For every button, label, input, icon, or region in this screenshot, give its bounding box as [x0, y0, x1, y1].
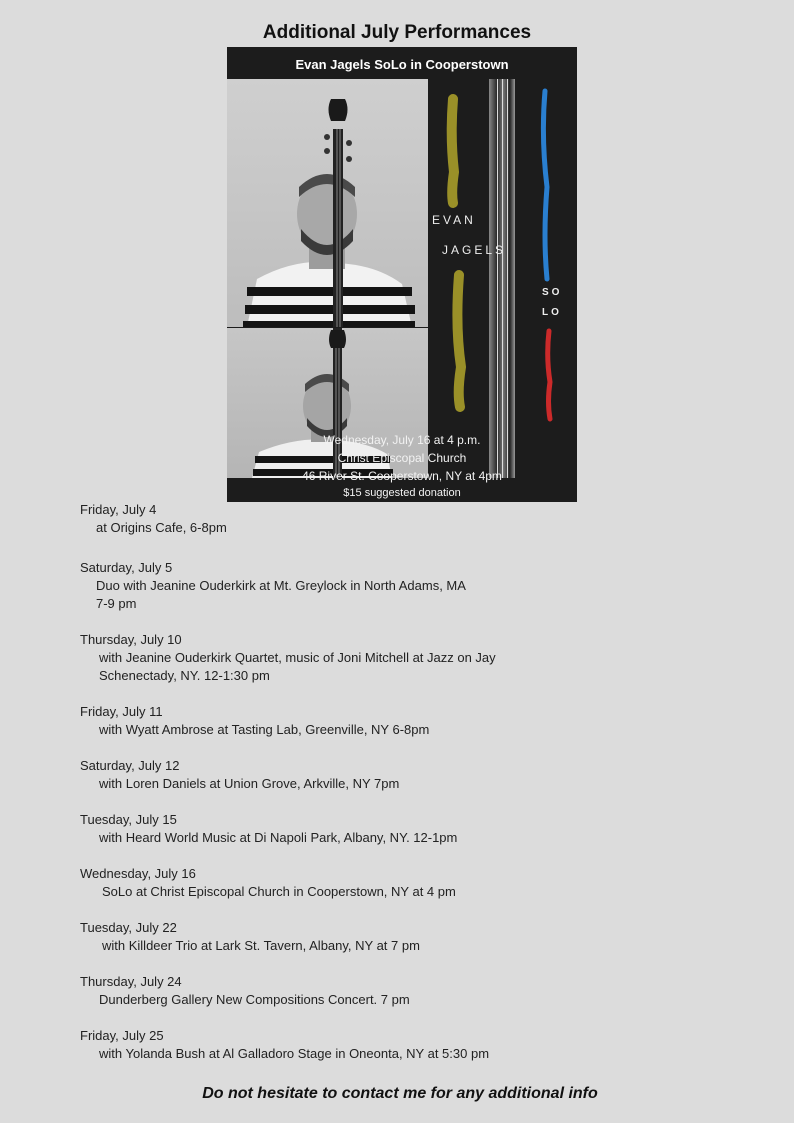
event-item [80, 865, 456, 901]
poster-info-donation: $15 suggested donation [343, 487, 461, 499]
olive-stroke-top [452, 99, 454, 203]
event-date: Friday, July 11 [80, 704, 163, 719]
event-detail: Dunderberg Gallery New Compositions Concert. 7 pm [99, 992, 410, 1007]
contact-footer: Do not hesitate to contact me for any additional info [202, 1085, 598, 1102]
event-item [80, 501, 227, 537]
event-detail: 7-9 pm [96, 596, 137, 611]
event-detail: with Loren Daniels at Union Grove, Arkville, NY 7pm [99, 776, 400, 791]
event-item [80, 703, 429, 739]
event-detail: Schenectady, NY. 12-1:30 pm [99, 668, 270, 683]
event-date: Wednesday, July 16 [80, 866, 196, 881]
poster-info-venue: Christ Episcopal Church [337, 451, 467, 465]
event-date: Friday, July 4 [80, 502, 157, 517]
event-date: Saturday, July 12 [80, 758, 180, 773]
event-date: Thursday, July 24 [80, 974, 182, 989]
event-item [80, 973, 410, 1009]
red-stroke [548, 331, 550, 419]
blue-stroke [543, 91, 547, 279]
event-item [80, 631, 496, 685]
bass-strings-strip [489, 79, 515, 478]
event-detail: with Jeanine Ouderkirk Quartet, music of Joni Mitchell at Jazz on Jay [99, 650, 496, 665]
event-item [80, 757, 399, 793]
event-date: Tuesday, July 22 [80, 920, 177, 935]
event-detail: with Yolanda Bush at Al Galladoro Stage in Oneonta, NY at 5:30 pm [99, 1046, 490, 1061]
poster-info-date: Wednesday, July 16 at 4 p.m. [323, 433, 481, 447]
event-detail: with Wyatt Ambrose at Tasting Lab, Greenville, NY 6-8pm [99, 722, 430, 737]
event-date: Tuesday, July 15 [80, 812, 177, 827]
event-detail: SoLo at Christ Episcopal Church in Cooperstown, NY at 4 pm [102, 884, 456, 899]
poster-info-address: 46 River St. Cooperstown, NY at 4pm [302, 469, 502, 483]
olive-stroke-bottom [457, 275, 461, 407]
poster-solo-lo: LO [542, 307, 562, 318]
event-date: Saturday, July 5 [80, 560, 173, 575]
event-item [80, 919, 420, 955]
event-detail: Duo with Jeanine Ouderkirk at Mt. Greylock in North Adams, MA [96, 578, 466, 593]
poster-title: Evan Jagels SoLo in Cooperstown [295, 57, 509, 72]
event-date: Thursday, July 10 [80, 632, 182, 647]
event-item [80, 811, 457, 847]
poster-name-jagels: JAGELS [442, 243, 507, 257]
event-item [80, 559, 466, 613]
event-detail: at Origins Cafe, 6-8pm [96, 520, 227, 535]
poster-solo-so: SO [542, 287, 563, 298]
event-date: Friday, July 25 [80, 1028, 164, 1043]
poster-name-evan: EVAN [432, 213, 476, 227]
event-item [80, 1027, 489, 1063]
concert-poster [227, 47, 577, 502]
page-title: Additional July Performances [262, 22, 532, 43]
poster-info [227, 431, 577, 501]
event-detail: with Killdeer Trio at Lark St. Tavern, Albany, NY at 7 pm [102, 938, 420, 953]
event-detail: with Heard World Music at Di Napoli Park, Albany, NY. 12-1pm [99, 830, 458, 845]
